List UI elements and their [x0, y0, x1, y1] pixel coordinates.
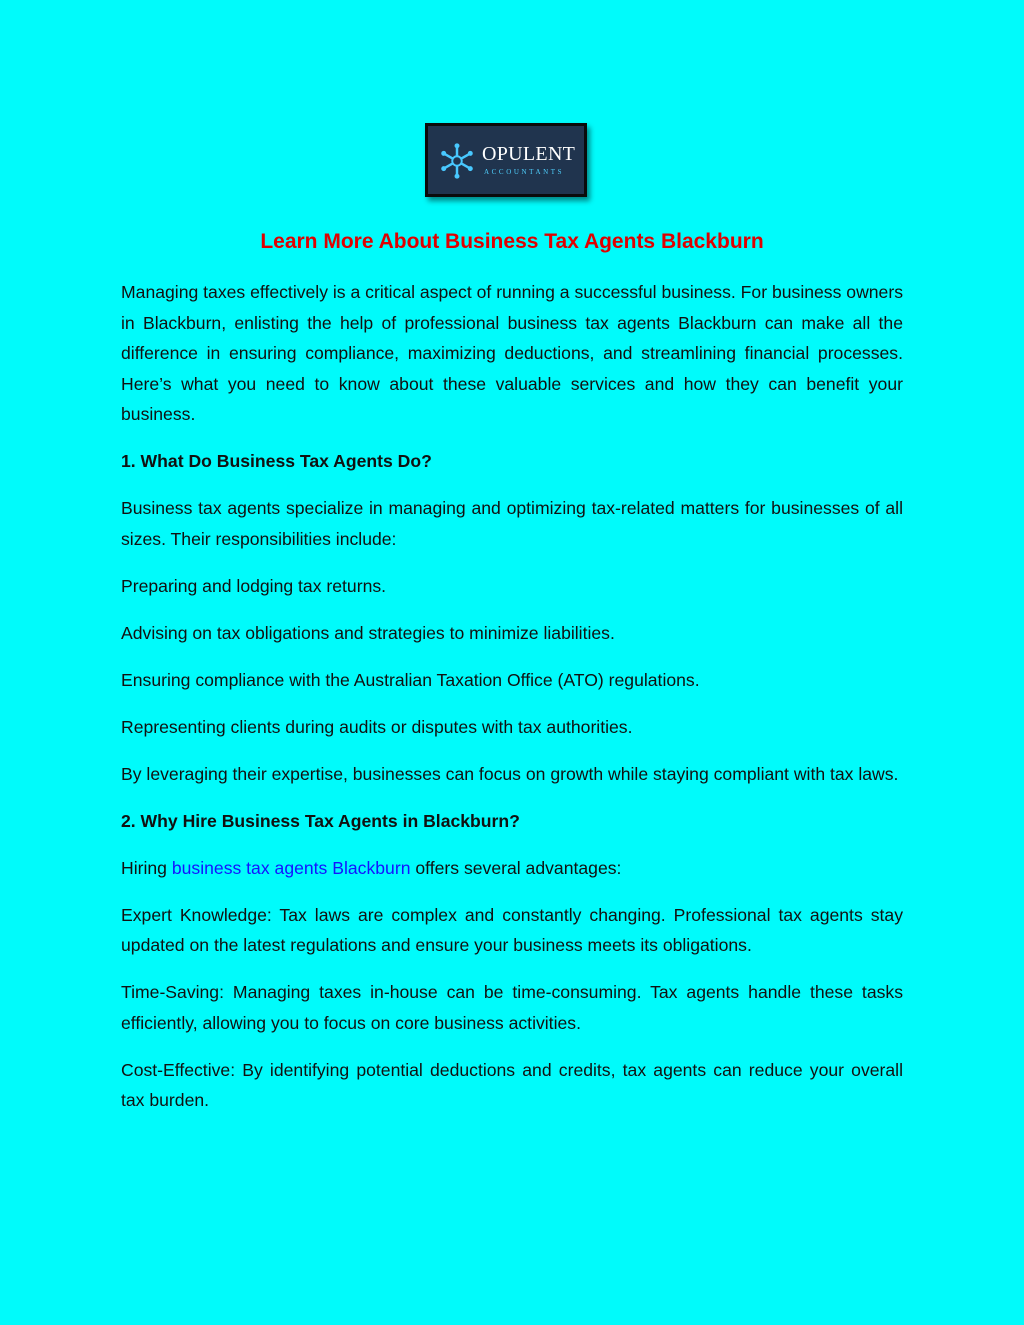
- intro-text-before: Hiring: [121, 857, 172, 878]
- snowflake-logo-icon: [438, 142, 476, 180]
- business-tax-agents-link[interactable]: business tax agents Blackburn: [171, 857, 411, 878]
- logo-name: OPULENT: [482, 143, 576, 165]
- company-logo: [425, 123, 587, 197]
- section-2-item: Expert Knowledge: Tax laws are complex and constantly changing. Professional tax agents stay updated on the latest regulations and ensure your business meets its obligations.: [121, 904, 903, 955]
- section-1-closing: By leveraging their expertise, businesses can focus on growth while staying compliant with tax laws.: [121, 763, 899, 784]
- section-2-item: Time-Saving: Managing taxes in-house can be time-consuming. Tax agents handle these tasks efficiently, allowing you to focus on core business activities.: [121, 982, 903, 1033]
- article-body: [121, 277, 903, 1132]
- intro-paragraph: Managing taxes effectively is a critical aspect of running a successful business. For business owners in Blackburn, enlisting the help of professional business tax agents Blackburn can make all the difference in ensuring compliance, maximizing deductions, and streamlining financial processes. Here’s what you need to know about these valuable services and how they can benefit your business.: [121, 282, 904, 424]
- section-1-heading: 1. What Do Business Tax Agents Do?: [121, 451, 432, 471]
- intro-text-after: offers several advantages:: [410, 857, 622, 878]
- section-1-item: Advising on tax obligations and strategies to minimize liabilities.: [121, 622, 615, 643]
- section-2-heading: 2. Why Hire Business Tax Agents in Blackburn?: [121, 810, 520, 831]
- logo-tagline: ACCOUNTANTS: [484, 168, 565, 176]
- section-2-item: Cost-Effective: By identifying potential deductions and credits, tax agents can reduce your overall tax burden.: [121, 1059, 903, 1110]
- page-title: Learn More About Business Tax Agents Blackburn: [260, 230, 764, 253]
- section-2-intro: [121, 853, 903, 884]
- section-1-item: Representing clients during audits or disputes with tax authorities.: [121, 716, 633, 737]
- section-1-intro: Business tax agents specialize in managing and optimizing tax-related matters for businesses of all sizes. Their responsibilities include:: [121, 498, 903, 549]
- section-1-item: Preparing and lodging tax returns.: [121, 575, 387, 596]
- section-1-item: Ensuring compliance with the Australian Taxation Office (ATO) regulations.: [121, 669, 700, 690]
